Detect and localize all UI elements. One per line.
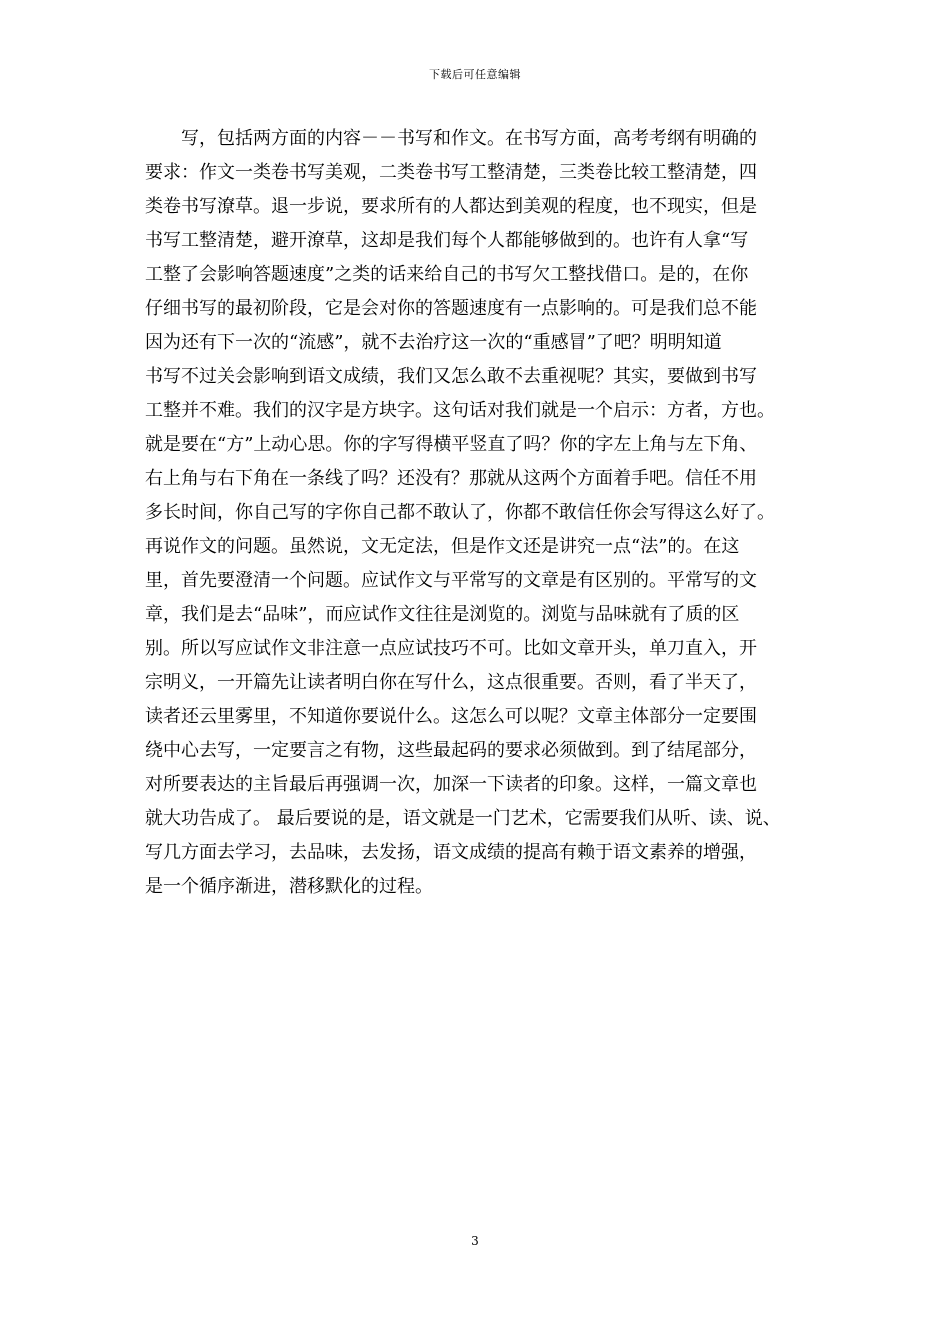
text-line: 仔细书写的最初阶段，它是会对你的答题速度有一点影响的。可是我们总不能	[145, 298, 757, 319]
text-line: 要求：作文一类卷书写美观，二类卷书写工整清楚，三类卷比较工整清楚，四	[145, 162, 757, 183]
text-line: 类卷书写潦草。退一步说，要求所有的人都达到美观的程度，也不现实，但是	[145, 196, 757, 217]
text-line: 写几方面去学习，去品味，去发扬，语文成绩的提高有赖于语文素养的增强，	[145, 842, 757, 863]
text-line: 章，我们是去“品味”，而应试作文往往是浏览的。浏览与品味就有了质的区	[145, 604, 740, 625]
text-line: 写，包括两方面的内容－－书写和作文。在书写方面，高考考纲有明确的	[181, 128, 757, 149]
text-line: 别。所以写应试作文非注意一点应试技巧不可。比如文章开头，单刀直入，开	[145, 638, 757, 659]
text-line: 里，首先要澄清一个问题。应试作文与平常写的文章是有区别的。平常写的文	[145, 570, 757, 591]
text-line: 再说作文的问题。虽然说，文无定法，但是作文还是讲究一点“法”的。在这	[145, 536, 740, 557]
text-line: 是一个循序渐进，潜移默化的过程。	[145, 876, 433, 897]
text-line: 书写工整清楚，避开潦草，这却是我们每个人都能够做到的。也许有人拿“写	[145, 230, 749, 251]
text-line: 就是要在“方”上动心思。你的字写得横平竖直了吗？你的字左上角与左下角、	[145, 434, 758, 455]
text-line: 工整了会影响答题速度”之类的话来给自己的书写欠工整找借口。是的，在你	[145, 264, 749, 285]
text-line: 右上角与右下角在一条线了吗？还没有？那就从这两个方面着手吧。信任不用	[145, 468, 757, 489]
body-text	[145, 122, 815, 904]
page-number: 3	[471, 1234, 479, 1248]
text-line: 多长时间，你自己写的字你自己都不敢认了，你都不敢信任你会写得这么好了。	[145, 502, 775, 523]
text-line: 书写不过关会影响到语文成绩，我们又怎么敢不去重视呢？其实，要做到书写	[145, 366, 757, 387]
text-line: 对所要表达的主旨最后再强调一次，加深一下读者的印象。这样，一篇文章也	[145, 774, 757, 795]
text-line: 宗明义，一开篇先让读者明白你在写什么，这点很重要。否则，看了半天了，	[145, 672, 757, 693]
text-line: 读者还云里雾里，不知道你要说什么。这怎么可以呢？文章主体部分一定要围	[145, 706, 757, 727]
page-header: 下载后可任意编辑	[429, 68, 521, 81]
text-line: 因为还有下一次的“流感”，就不去治疗这一次的“重感冒”了吧？明明知道	[145, 332, 722, 353]
text-line: 绕中心去写，一定要言之有物，这些最起码的要求必须做到。到了结尾部分，	[145, 740, 757, 761]
text-line: 工整并不难。我们的汉字是方块字。这句话对我们就是一个启示：方者，方也。	[145, 400, 775, 421]
text-line: 就大功告成了。 最后要说的是，语文就是一门艺术，它需要我们从听、读、说、	[145, 808, 781, 829]
